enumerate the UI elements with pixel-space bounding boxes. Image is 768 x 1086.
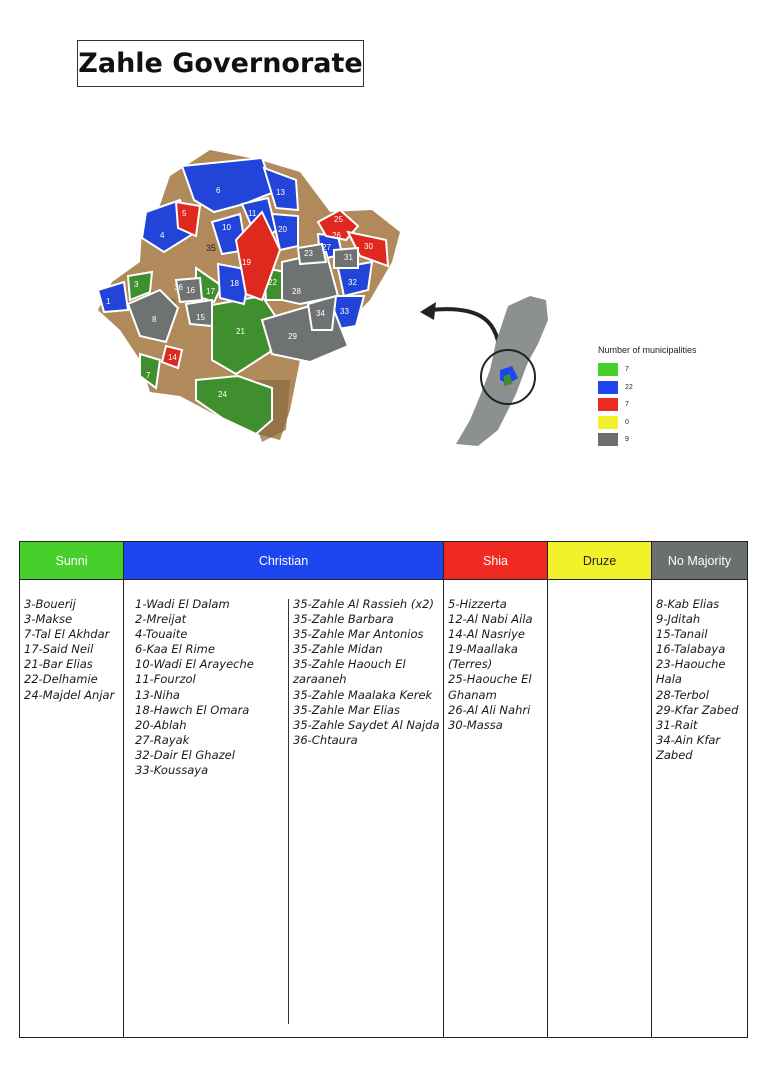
municipality-entry: 5-Hizzerta (448, 597, 507, 611)
region-label: 10 (222, 223, 231, 232)
legend-count: 22 (625, 383, 633, 391)
municipality-entry: 16-Talabaya (656, 642, 726, 657)
municipality-entry: 14-Al Nasriye (448, 627, 525, 642)
region-label: 8 (152, 315, 157, 324)
legend-item-shia (598, 396, 718, 414)
municipality-entry: 3-Makse (24, 612, 73, 627)
region-label: 33 (340, 307, 349, 316)
column-header-christian: Christian (124, 542, 443, 580)
region-label: 25 (334, 215, 343, 224)
municipality-entry: 31-Rait (656, 717, 698, 732)
column-header-no-majority: No Majority (652, 542, 747, 580)
municipality-entry: 9-Jditah (656, 612, 701, 627)
municipality-entry: 35-Zahle Barbara (293, 612, 394, 627)
municipality-entry: 2-Mreijat (135, 612, 187, 627)
lebanon-locator (456, 296, 548, 446)
legend-swatch (598, 363, 618, 376)
column-druze (548, 542, 652, 1037)
region-label: 20 (278, 225, 287, 234)
municipality-entry: 28-Terbol (656, 687, 709, 702)
legend-count: 0 (625, 418, 629, 426)
municipality-entry: 12-Al Nabi Aila (448, 612, 533, 627)
column-lists-christian (124, 580, 443, 778)
christian-list-left (124, 597, 282, 778)
municipality-entry: 35-Zahle Midan (293, 642, 383, 657)
region-label: 21 (236, 327, 245, 336)
region-label: 23 (304, 249, 313, 258)
region-label: 34 (316, 309, 325, 318)
legend (598, 345, 718, 449)
municipality-entry: 29-Kfar Zabed (656, 702, 739, 717)
legend-item-christian (598, 379, 718, 397)
region-label: 18 (230, 279, 239, 288)
municipality-entry: 10-Wadi El Arayeche (135, 657, 254, 672)
column-shia (444, 542, 548, 1037)
municipality-entry: 11-Fourzol (135, 672, 196, 687)
legend-count: 7 (625, 401, 629, 409)
region-label: 11 (248, 209, 257, 218)
municipality-entry: 19-Maallaka (Terres) (448, 642, 518, 672)
region-label: 16 (186, 286, 195, 295)
column-header-druze: Druze (548, 542, 651, 580)
region-label: 17 (206, 287, 215, 296)
municipality-entry: 21-Bar Elias (24, 657, 93, 672)
column-list-no-majority (652, 580, 747, 763)
region-label: 29 (288, 332, 297, 341)
municipality-entry: 6-Kaa El Rime (135, 642, 215, 657)
municipality-entry: 22-Delhamie (24, 672, 98, 687)
page-title: Zahle Governorate (77, 40, 364, 87)
municipality-entry: 32-Dair El Ghazel (135, 747, 235, 762)
municipality-entry: 36-Chtaura (293, 732, 358, 747)
municipality-entry: 20-Ablah (135, 717, 187, 732)
legend-item-druze (598, 414, 718, 432)
region-label: 5 (182, 209, 187, 218)
column-header-sunni: Sunni (20, 542, 123, 580)
municipalities-table (19, 541, 748, 1038)
municipality-entry: 24-Majdel Anjar (24, 687, 115, 702)
region-label: 26 (332, 231, 341, 240)
legend-swatch (598, 416, 618, 429)
region-label: 27 (322, 243, 331, 252)
region-label: 13 (276, 188, 285, 197)
region-label: 15 (196, 313, 205, 322)
column-header-shia: Shia (444, 542, 547, 580)
column-list-shia (444, 580, 547, 733)
municipality-entry: 34-Ain Kfar Zabed (656, 732, 721, 762)
municipality-entry: 4-Touaite (135, 627, 188, 642)
municipality-entry: 13-Niha (135, 687, 180, 702)
column-sunni (20, 542, 124, 1037)
municipality-entry: 1-Wadi El Dalam (135, 597, 230, 611)
legend-item-sunni (598, 361, 718, 379)
legend-swatch (598, 398, 618, 411)
christian-list-right (282, 597, 440, 778)
arrow-head-icon (420, 302, 436, 320)
municipality-entry: 35-Zahle Saydet Al Najda (293, 717, 440, 732)
legend-swatch (598, 433, 618, 446)
region-label: 36 (174, 283, 183, 292)
region-label: 22 (268, 278, 277, 287)
legend-title: Number of municipalities (598, 345, 697, 355)
municipality-entry: 35-Zahle Mar Antonios (293, 627, 424, 642)
municipality-entry: 35-Zahle Haouch El zaraaneh (293, 657, 406, 687)
christian-divider (288, 599, 289, 1024)
region-label: 14 (168, 353, 177, 362)
region-label: 19 (242, 258, 251, 267)
municipality-entry: 33-Koussaya (135, 763, 209, 778)
municipality-entry: 35-Zahle Mar Elias (293, 702, 400, 717)
column-christian (124, 542, 444, 1037)
region-label: 32 (348, 278, 357, 287)
region-label: 24 (218, 390, 227, 399)
municipality-entry: 18-Hawch El Omara (135, 702, 250, 717)
region-label: 28 (292, 287, 301, 296)
region-label: 7 (146, 371, 151, 380)
column-list-sunni (20, 580, 123, 703)
region-label: 30 (364, 242, 373, 251)
municipality-entry: 15-Tanail (656, 627, 708, 642)
legend-count: 9 (625, 436, 629, 444)
region-label: 4 (160, 231, 165, 240)
legend-item-no-majority (598, 431, 718, 449)
municipality-entry: 23-Haouche Hala (656, 657, 726, 687)
region-label: 6 (216, 186, 221, 195)
column-no-majority (652, 542, 747, 1037)
column-list-druze (548, 580, 651, 597)
municipality-entry: 27-Rayak (135, 732, 190, 747)
region-label: 35 (206, 243, 217, 253)
region-label: 1 (106, 297, 111, 306)
legend-count: 7 (625, 366, 629, 374)
curved-arrow-icon (430, 309, 500, 360)
municipality-entry: 3-Bouerij (24, 597, 76, 611)
region-label: 31 (344, 253, 353, 262)
region-label: 3 (134, 280, 139, 289)
municipality-entry: 25-Haouche El Ghanam (448, 672, 532, 702)
municipality-entry: 17-Said Neil (24, 642, 94, 657)
legend-swatch (598, 381, 618, 394)
municipality-entry: 26-Al Ali Nahri (448, 702, 531, 717)
municipality-entry: 30-Massa (448, 717, 503, 732)
municipality-entry: 7-Tal El Akhdar (24, 627, 110, 642)
municipality-entry: 8-Kab Elias (656, 597, 720, 611)
municipality-entry: 35-Zahle Al Rassieh (x2) (293, 597, 434, 611)
municipality-entry: 35-Zahle Maalaka Kerek (293, 687, 433, 702)
